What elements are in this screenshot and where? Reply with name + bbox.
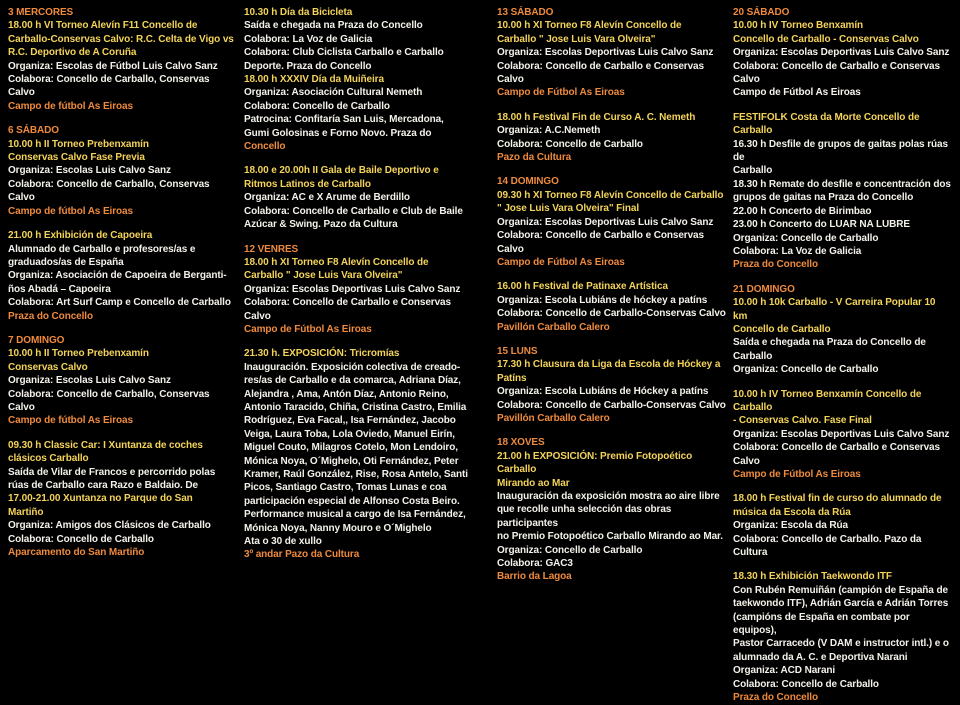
event-line: Colabora: Concello de Carballo-Conservas Calvo (497, 308, 726, 320)
event-line: 16.00 h Festival de Patinaxe Artística (497, 281, 668, 293)
event-line: Saída e chegada na Praza do Concello de (733, 337, 926, 349)
event-line: 21 DOMINGO (733, 283, 795, 295)
event-line: Campo de Fútbol As Eiroas (497, 87, 625, 99)
event-block (8, 229, 244, 323)
event-line: Organiza: AC e X Arume de Berdillo (244, 192, 410, 204)
event-line: ños Abadá – Capoeira (8, 283, 111, 295)
event-block (497, 436, 733, 583)
event-line: Barrio da Lagoa (497, 571, 572, 583)
event-line: 10.00 h II Torneo Prebenxamín (8, 348, 149, 360)
event-line: 10.00 h II Torneo Prebenxamín (8, 138, 149, 150)
event-line: Patíns (497, 372, 527, 384)
event-line: Colabora: GAC3 (497, 558, 573, 570)
event-line: Colabora: Concello de Carballo e Conservas (497, 60, 704, 72)
event-line: Colabora: Club Ciclista Carballo e Carballo (244, 47, 444, 59)
event-line: 13 SÁBADO (497, 7, 554, 18)
event-line: FESTIFOLK Costa da Morte Concello de Carballo (733, 111, 920, 137)
event-line: Concello (244, 141, 286, 153)
event-line: Organiza: A.C.Nemeth (497, 125, 601, 137)
event-line: Colabora: Concello de Carballo e Conservas Calvo (733, 60, 940, 86)
event-line: Organiza: ACD Narani (733, 665, 836, 677)
event-line: Organiza: Escola Lubiáns de hóckey a patíns (497, 294, 708, 306)
event-line: R.C. Deportivo de A Coruña (8, 47, 137, 59)
event-line: Concello de Carballo - Conservas Calvo (733, 33, 919, 45)
event-line: Carballo (733, 165, 773, 177)
event-line: 18.00 h Festival Fin de Curso A. C. Nemeth (497, 111, 696, 123)
event-line: 18 XOVES (497, 437, 545, 449)
event-line: 10.00 h 10k Carballo - V Carreira Popular 10 km (733, 297, 936, 322)
event-line: Organiza: Escola Lubiáns de Hóckey a patíns (497, 386, 709, 398)
event-line: Campo de Fútbol As Eiroas (733, 469, 861, 480)
event-line: Organiza: Concello de Carballo (733, 232, 879, 244)
event-block (244, 243, 497, 337)
event-line: 3º andar Pazo da Cultura (244, 549, 360, 561)
event-block (244, 6, 497, 153)
event-line: 10.00 h IV Torneo Benxamín Concello de Carballo (733, 388, 922, 413)
event-line: 18.00 h XI Torneo F8 Alevín Concello de (244, 256, 429, 268)
event-line: 6 SÁBADO (8, 125, 59, 137)
event-line: Colabora: Concello de Carballo (497, 138, 643, 150)
event-line: Calvo (497, 74, 524, 86)
event-line: Colabora: Concello de Carballo e Conservas Calvo (497, 230, 704, 255)
event-line: Organiza: Escolas Luis Calvo Sanz (8, 165, 171, 177)
event-line: Mónica Noya, O´Mighelo, Oti Fernández, Peter (244, 455, 459, 467)
event-line: Colabora: Concello de Carballo e Club de Baile (244, 205, 463, 217)
event-line: 18.30 h Remate do desfile e concentración dos (733, 178, 951, 190)
event-line: Campo de fútbol As Eiroas (8, 100, 133, 112)
event-line: 7 DOMINGO (8, 334, 65, 346)
event-line: 16.30 h Desfile de grupos de gaitas polas rúas de (733, 138, 948, 164)
event-line: Calvo (8, 87, 35, 99)
event-line: Antonio Taracido, Chiña, Cristina Castro, Emilia (244, 401, 467, 413)
event-line: 17.30 h Clausura da Liga da Escola de Hóckey a (497, 359, 721, 371)
event-line: Pastor Carracedo (V DAM e instructor intl.) e o (733, 638, 949, 650)
event-line: clásicos Carballo (8, 453, 89, 465)
event-line: - Conservas Calvo. Fase Final (733, 415, 872, 427)
event-line: Colabora: Concello de Carballo, Conservas (8, 178, 210, 190)
event-line: Pavillón Carballo Calero (497, 321, 610, 333)
event-line: 10.30 h Día da Bicicleta (244, 7, 353, 18)
event-line: Patrocina: Confitaría San Luis, Mercadona, (244, 114, 444, 126)
column-1 (8, 6, 244, 661)
event-line: Colabora: Concello de Carballo (8, 533, 154, 545)
event-line: no Premio Fotopoético Carballo Mirando ao Mar. (497, 531, 723, 543)
event-line: graduados/as de España (8, 256, 124, 268)
event-line: 22.00 h Concerto de Birimbao (733, 205, 872, 217)
event-line: 21.30 h. EXPOSICIÓN: Tricromías (244, 348, 400, 360)
event-line: Deporte. Praza do Concello (244, 60, 372, 72)
event-line: Organiza: Escolas de Fútbol Luis Calvo Sanz (8, 60, 218, 72)
event-line: Organiza: Amigos dos Clásicos de Carballo (8, 520, 211, 532)
event-line: Azúcar & Swing. Pazo da Cultura (244, 219, 398, 231)
event-line: Organiza: Escolas Deportivas Luis Calvo Sanz (244, 283, 461, 295)
event-line: Performance musical a cargo de Isa Fernández, (244, 509, 466, 521)
event-line: Mónica Noya, Nanny Mouro e O´Mighelo (244, 522, 432, 534)
event-block (8, 439, 244, 560)
event-line: Carballo-Conservas Calvo: R.C. Celta de Vigo vs (8, 33, 234, 45)
event-line: Inauguración. Exposición colectiva de creado- (244, 361, 461, 373)
event-line: participación especial de Alfonso Costa Beiro. (244, 495, 460, 507)
event-line: música da Escola da Rúa (733, 506, 851, 518)
event-block (733, 570, 952, 704)
event-block (497, 6, 733, 100)
event-line: Calvo (244, 310, 271, 322)
event-line: Martiño (8, 506, 44, 518)
event-line: Ata o 30 de xullo (244, 536, 322, 548)
event-line: Carballo (733, 350, 773, 362)
event-line: Colabora: Concello de Carballo, Conservas (8, 74, 210, 86)
event-line: 18.00 e 20.00h II Gala de Baile Deportivo e (244, 165, 439, 177)
event-line: Con Rubén Remuiñán (campión de España de (733, 584, 948, 596)
event-line: Carballo " Jose Luis Vara Olveira" (497, 33, 656, 45)
event-block (8, 124, 244, 218)
event-line: Organiza: Asociación Cultural Nemeth (244, 87, 423, 99)
event-line: 3 MERCORES (8, 7, 74, 18)
event-line: 21.00 h Exhibición de Capoeira (8, 230, 153, 242)
event-line: rúas de Carballo cara Razo e Baldaio. De (8, 480, 198, 491)
event-line: 18.00 h XXXIV Día da Muiñeira (244, 74, 384, 86)
event-line: 10.00 h XI Torneo F8 Alevín Concello de (497, 20, 682, 32)
event-line: Colabora: Concello de Carballo (733, 678, 879, 690)
event-line: (campións de España en combate por equipos), (733, 611, 910, 637)
column-4 (733, 6, 952, 704)
event-line: Colabora: La Voz de Galicia (733, 245, 862, 257)
event-block (733, 388, 952, 482)
event-line: Veiga, Laura Toba, Lola Oviedo, Manuel Eirín, (244, 428, 455, 440)
event-line: 12 VENRES (244, 243, 299, 255)
event-line: Campo de Fútbol As Eiroas (733, 87, 861, 99)
event-block (497, 175, 733, 269)
event-line: Organiza: Escolas Luis Calvo Sanz (8, 375, 171, 387)
event-line: Organiza: Asociación de Capoeira de Berganti- (8, 270, 227, 282)
event-line: Alejandra , Ama, Antón Díaz, Antonio Reino, (244, 388, 449, 400)
event-line: 21.00 h EXPOSICIÓN: Premio Fotopoético Carballo (497, 450, 693, 476)
event-line: Organiza: Escola da Rúa (733, 520, 848, 532)
event-line: 10.00 h IV Torneo Benxamín (733, 20, 864, 32)
event-line: 18.30 h Exhibición Taekwondo ITF (733, 571, 892, 583)
event-line: 23.00 h Concerto do LUAR NA LUBRE (733, 219, 910, 231)
event-line: Picos, Santiago Castro, Tomas Lunas e coa (244, 482, 447, 494)
event-line: 18.00 h VI Torneo Alevín F11 Concello de (8, 20, 198, 32)
event-block (733, 492, 952, 559)
event-line: Pavillón Carballo Calero (497, 412, 610, 424)
event-line: Mirando ao Mar (497, 477, 570, 489)
event-line: que recolle unha selección das obras participantes (497, 504, 672, 529)
event-line: Colabora: La Voz de Galicia (244, 33, 373, 45)
event-block (8, 6, 244, 113)
event-line: Conservas Calvo (8, 361, 88, 373)
event-line: 18.00 h Festival fin de curso do alumnado de (733, 493, 942, 505)
event-line: Concello de Carballo (733, 323, 831, 335)
event-line: Calvo (8, 192, 35, 204)
event-block (8, 334, 244, 428)
event-line: Saída e chegada na Praza do Concello (244, 20, 423, 32)
event-line: Rodríguez, Eva Facal,, Isa Fernández, Jacobo (244, 415, 456, 427)
event-line: Organiza: Escolas Deportivas Luis Calvo Sanz (733, 428, 950, 440)
event-line: Organiza: Escolas Deportivas Luis Calvo Sanz (733, 47, 950, 59)
event-line: 15 LUNS (497, 345, 538, 357)
event-line: Carballo " Jose Luis Vara Olveira" (244, 270, 403, 282)
event-line: Organiza: Concello de Carballo (733, 364, 879, 376)
event-line: Colabora: Art Surf Camp e Concello de Carballo (8, 297, 231, 309)
event-block (733, 6, 952, 100)
event-line: Colabora: Concello de Carballo-Conservas Calvo (497, 399, 726, 411)
event-block (497, 345, 733, 425)
event-line: Conservas Calvo Fase Previa (8, 152, 145, 164)
event-line: Inauguración da exposición mostra ao aire libre (497, 491, 720, 502)
event-line: Alumnado de Carballo e profesores/as e (8, 243, 196, 255)
event-line: 14 DOMINGO (497, 176, 559, 188)
event-block (733, 111, 952, 272)
event-line: res/as de Carballo e da comarca, Adriana Díaz, (244, 375, 461, 387)
event-line: Gumi Golosinas e Forno Novo. Praza do (244, 127, 432, 139)
event-block (497, 280, 733, 334)
event-line: taekwondo ITF), Adrián García e Adrián Torres (733, 598, 949, 610)
event-line: Organiza: Concello de Carballo (497, 544, 643, 556)
event-line: Praza do Concello (733, 692, 818, 704)
event-line: 09.30 h Classic Car: I Xuntanza de coches (8, 439, 203, 451)
event-line: " Jose Luis Vara Olveira" Final (497, 203, 640, 215)
event-line: Organiza: Escolas Deportivas Luis Calvo Sanz (497, 216, 714, 228)
event-line: Campo de fútbol As Eiroas (8, 205, 133, 217)
event-line: Colabora: Concello de Carballo (244, 100, 390, 112)
event-line: 20 SÁBADO (733, 7, 790, 18)
event-line: Organiza: Escolas Deportivas Luis Calvo Sanz (497, 47, 714, 59)
event-line: Ritmos Latinos de Carballo (244, 178, 371, 190)
event-line: grupos de gaitas na Praza do Concello (733, 192, 914, 204)
event-block (733, 283, 952, 377)
column-3 (497, 6, 733, 661)
event-line: Colabora: Concello de Carballo e Conservas (244, 297, 451, 309)
event-line: Colabora: Concello de Carballo. Pazo da Cultura (733, 533, 922, 559)
event-line: Kramer, Raúl González, Rise, Rosa Antelo, Santi (244, 469, 468, 480)
event-line: 09.30 h XI Torneo F8 Alevín Concello de Carballo (497, 189, 724, 201)
event-line: Pazo da Cultura (497, 152, 572, 164)
event-line: Aparcamento do San Martiño (8, 547, 145, 559)
event-line: Campo de Fútbol As Eiroas (497, 256, 625, 268)
event-line: Colabora: Concello de Carballo e Conservas Calvo (733, 442, 940, 467)
event-line: alumnado da A. C. e Deportiva Narani (733, 651, 908, 663)
event-line: Campo de Fútbol As Eiroas (244, 323, 372, 335)
event-line: Saída de Vilar de Francos e percorrido polas (8, 466, 216, 478)
event-line: 17.00-21.00 Xuntanza no Parque do San (8, 493, 193, 505)
event-line: Calvo (8, 401, 35, 413)
event-line: Praza do Concello (8, 310, 93, 322)
event-block (244, 164, 497, 231)
event-line: Campo de fútbol As Eiroas (8, 415, 133, 427)
event-line: Praza do Concello (733, 259, 818, 271)
event-block (497, 111, 733, 165)
event-block (244, 347, 497, 562)
event-line: Colabora: Concello de Carballo, Conservas (8, 388, 210, 400)
column-2 (244, 6, 497, 661)
event-line: Miguel Couto, Milagros Cotelo, Mon Lendoiro, (244, 442, 458, 454)
